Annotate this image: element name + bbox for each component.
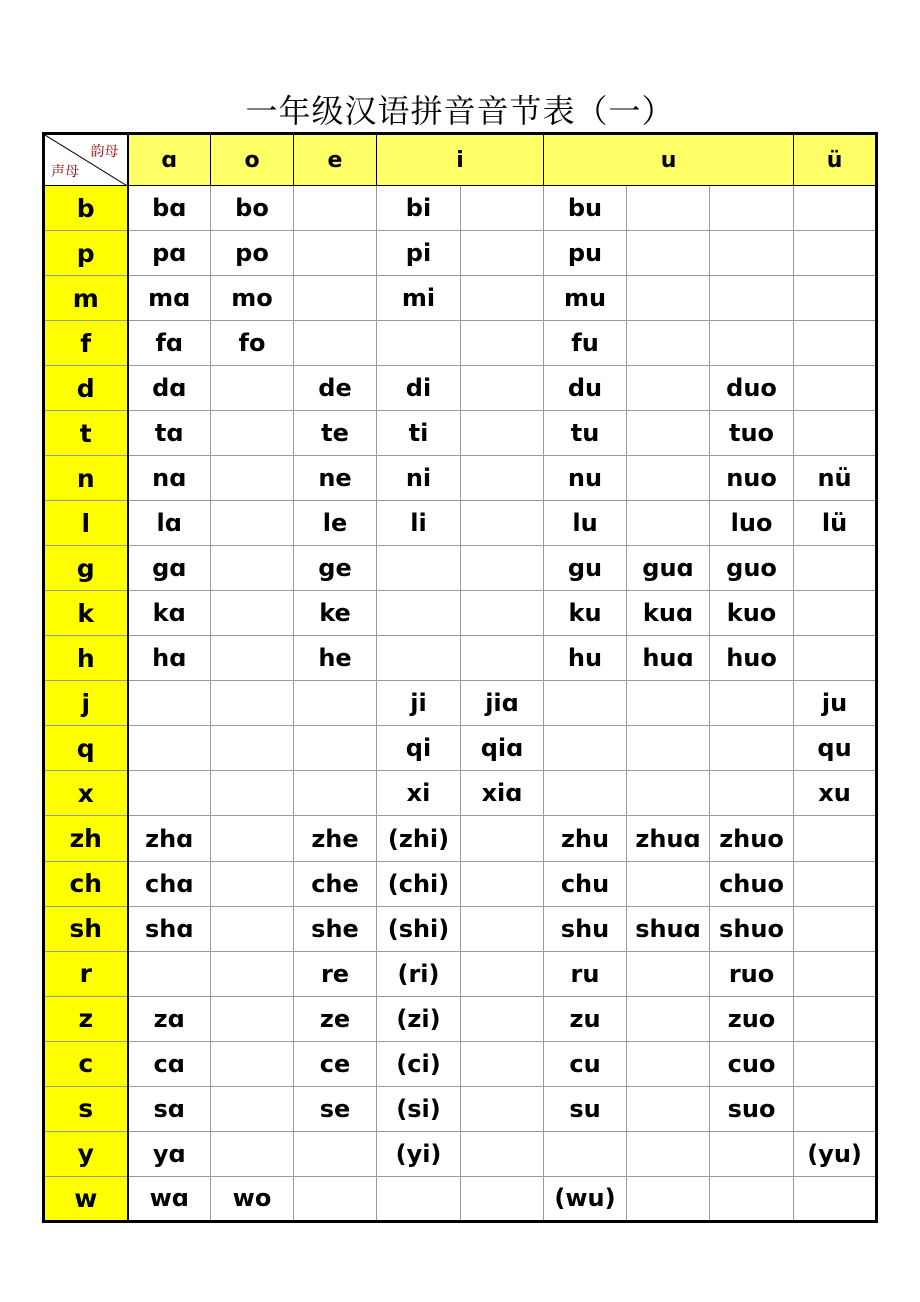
initial-cell: z — [44, 996, 128, 1041]
syllable-cell — [294, 231, 377, 276]
syllable-cell — [294, 681, 377, 726]
finals-label: 韵母 — [90, 144, 119, 160]
initial-cell: zh — [44, 816, 128, 861]
syllable-cell: zhɑ — [128, 816, 211, 861]
syllable-cell — [377, 591, 461, 636]
syllable-cell — [211, 411, 294, 456]
syllable-cell: cɑ — [128, 1041, 211, 1086]
syllable-cell — [544, 726, 627, 771]
syllable-cell: ju — [794, 681, 877, 726]
initial-cell: ch — [44, 861, 128, 906]
table-row — [44, 861, 877, 906]
syllable-cell: she — [294, 906, 377, 951]
syllable-cell: gu — [544, 546, 627, 591]
syllable-cell — [627, 186, 710, 231]
syllable-cell: kɑ — [128, 591, 211, 636]
syllable-cell — [128, 681, 211, 726]
syllable-cell: se — [294, 1086, 377, 1131]
initial-cell: m — [44, 276, 128, 321]
syllable-cell: zhe — [294, 816, 377, 861]
syllable-cell — [794, 1041, 877, 1086]
initial-cell: d — [44, 366, 128, 411]
syllable-cell — [710, 681, 794, 726]
syllable-cell: lu — [544, 501, 627, 546]
syllable-cell — [794, 231, 877, 276]
syllable-cell: zhuɑ — [627, 816, 710, 861]
syllable-cell — [710, 1176, 794, 1221]
syllable-cell — [294, 186, 377, 231]
syllable-cell — [461, 411, 544, 456]
syllable-cell — [627, 1131, 710, 1176]
syllable-cell: (shi) — [377, 906, 461, 951]
syllable-cell: xi — [377, 771, 461, 816]
initial-cell: t — [44, 411, 128, 456]
syllable-cell: ku — [544, 591, 627, 636]
syllable-cell: jiɑ — [461, 681, 544, 726]
initial-cell: l — [44, 501, 128, 546]
syllable-cell — [461, 906, 544, 951]
syllable-cell: cu — [544, 1041, 627, 1086]
syllable-cell: nü — [794, 456, 877, 501]
syllable-cell — [211, 996, 294, 1041]
initial-cell: x — [44, 771, 128, 816]
syllable-cell: nu — [544, 456, 627, 501]
syllable-cell: du — [544, 366, 627, 411]
syllable-cell: ke — [294, 591, 377, 636]
syllable-cell — [211, 366, 294, 411]
syllable-cell: (zhi) — [377, 816, 461, 861]
syllable-cell: he — [294, 636, 377, 681]
syllable-cell — [461, 546, 544, 591]
syllable-cell — [710, 276, 794, 321]
syllable-cell: ce — [294, 1041, 377, 1086]
syllable-cell — [710, 231, 794, 276]
syllable-cell: guo — [710, 546, 794, 591]
syllable-cell — [794, 1086, 877, 1131]
syllable-cell — [794, 636, 877, 681]
syllable-cell — [461, 366, 544, 411]
syllable-cell: di — [377, 366, 461, 411]
syllable-cell: fu — [544, 321, 627, 366]
initial-cell: g — [44, 546, 128, 591]
syllable-cell: wɑ — [128, 1176, 211, 1221]
syllable-cell: ti — [377, 411, 461, 456]
table-row — [44, 771, 877, 816]
table-row — [44, 276, 877, 321]
syllable-cell — [710, 726, 794, 771]
syllable-cell: te — [294, 411, 377, 456]
syllable-cell — [461, 816, 544, 861]
syllable-cell: pu — [544, 231, 627, 276]
syllable-cell: lɑ — [128, 501, 211, 546]
table-row — [44, 636, 877, 681]
table-row — [44, 1041, 877, 1086]
syllable-cell: ru — [544, 951, 627, 996]
syllable-cell — [627, 231, 710, 276]
initial-cell: q — [44, 726, 128, 771]
syllable-cell — [294, 1131, 377, 1176]
syllable-cell: che — [294, 861, 377, 906]
syllable-cell: ruo — [710, 951, 794, 996]
syllable-cell: xu — [794, 771, 877, 816]
syllable-cell — [294, 1176, 377, 1221]
syllable-cell: lü — [794, 501, 877, 546]
initial-cell: y — [44, 1131, 128, 1176]
syllable-cell: (ci) — [377, 1041, 461, 1086]
syllable-cell: fo — [211, 321, 294, 366]
syllable-cell: ne — [294, 456, 377, 501]
syllable-cell — [794, 816, 877, 861]
syllable-cell: nɑ — [128, 456, 211, 501]
syllable-cell — [627, 456, 710, 501]
syllable-cell: pɑ — [128, 231, 211, 276]
syllable-cell — [794, 906, 877, 951]
syllable-cell — [211, 1086, 294, 1131]
syllable-cell — [627, 501, 710, 546]
syllable-cell — [461, 591, 544, 636]
syllable-cell: zu — [544, 996, 627, 1041]
syllable-cell — [211, 951, 294, 996]
syllable-cell — [794, 951, 877, 996]
syllable-cell: su — [544, 1086, 627, 1131]
initial-cell: sh — [44, 906, 128, 951]
syllable-cell: shɑ — [128, 906, 211, 951]
syllable-cell: kuɑ — [627, 591, 710, 636]
syllable-cell — [627, 726, 710, 771]
syllable-cell: hɑ — [128, 636, 211, 681]
syllable-cell: bi — [377, 186, 461, 231]
syllable-cell — [211, 771, 294, 816]
syllable-cell: tuo — [710, 411, 794, 456]
initial-cell: n — [44, 456, 128, 501]
syllable-cell: tɑ — [128, 411, 211, 456]
syllable-cell — [627, 1041, 710, 1086]
syllable-cell: mɑ — [128, 276, 211, 321]
table-row — [44, 906, 877, 951]
table-row — [44, 366, 877, 411]
syllable-cell: wo — [211, 1176, 294, 1221]
syllable-cell — [710, 771, 794, 816]
syllable-cell: mi — [377, 276, 461, 321]
syllable-cell: zuo — [710, 996, 794, 1041]
syllable-cell: qi — [377, 726, 461, 771]
syllable-cell: guɑ — [627, 546, 710, 591]
syllable-cell — [294, 321, 377, 366]
table-row — [44, 681, 877, 726]
syllable-cell: xiɑ — [461, 771, 544, 816]
syllable-cell: zɑ — [128, 996, 211, 1041]
syllable-cell — [128, 951, 211, 996]
syllable-cell — [794, 546, 877, 591]
syllable-cell: chu — [544, 861, 627, 906]
syllable-cell: ni — [377, 456, 461, 501]
syllable-cell: cuo — [710, 1041, 794, 1086]
syllable-cell — [794, 366, 877, 411]
syllable-cell: qu — [794, 726, 877, 771]
syllable-cell — [211, 1041, 294, 1086]
table-row — [44, 816, 877, 861]
syllable-cell — [544, 1131, 627, 1176]
syllable-cell — [794, 861, 877, 906]
syllable-cell — [710, 186, 794, 231]
syllable-cell — [211, 906, 294, 951]
syllable-cell: (si) — [377, 1086, 461, 1131]
initial-cell: r — [44, 951, 128, 996]
syllable-cell — [461, 1041, 544, 1086]
syllable-cell — [294, 771, 377, 816]
table-row — [44, 186, 877, 231]
page-title: 一年级汉语拼音音节表（一） — [245, 92, 675, 130]
table-row — [44, 1176, 877, 1221]
syllable-cell — [627, 321, 710, 366]
syllable-cell — [461, 951, 544, 996]
syllable-cell: nuo — [710, 456, 794, 501]
syllable-cell — [710, 321, 794, 366]
syllable-cell: bu — [544, 186, 627, 231]
syllable-cell: gɑ — [128, 546, 211, 591]
syllable-cell — [544, 681, 627, 726]
corner-cell — [44, 134, 128, 186]
syllable-cell: mu — [544, 276, 627, 321]
syllable-cell: po — [211, 231, 294, 276]
final-header: ɑ — [128, 134, 211, 186]
syllable-cell: huɑ — [627, 636, 710, 681]
syllable-cell — [211, 726, 294, 771]
syllable-cell: ji — [377, 681, 461, 726]
header-row — [44, 134, 877, 186]
syllable-cell — [794, 591, 877, 636]
syllable-cell — [627, 1086, 710, 1131]
syllable-cell — [377, 546, 461, 591]
syllable-cell — [461, 501, 544, 546]
table-row — [44, 591, 877, 636]
syllable-cell — [627, 411, 710, 456]
syllable-cell: ze — [294, 996, 377, 1041]
final-header: e — [294, 134, 377, 186]
syllable-cell — [461, 186, 544, 231]
initial-cell: b — [44, 186, 128, 231]
syllable-cell: (yu) — [794, 1131, 877, 1176]
syllable-cell: fɑ — [128, 321, 211, 366]
syllable-cell: (chi) — [377, 861, 461, 906]
initial-cell: p — [44, 231, 128, 276]
syllable-cell: tu — [544, 411, 627, 456]
final-header: u — [544, 134, 794, 186]
initials-label: 声母 — [51, 164, 79, 181]
syllable-cell — [211, 546, 294, 591]
syllable-cell — [128, 726, 211, 771]
syllable-cell — [627, 996, 710, 1041]
syllable-table — [42, 132, 878, 1223]
syllable-cell: shuo — [710, 906, 794, 951]
table-row — [44, 456, 877, 501]
initial-cell: h — [44, 636, 128, 681]
initial-cell: w — [44, 1176, 128, 1221]
syllable-cell: (yi) — [377, 1131, 461, 1176]
syllable-cell — [211, 456, 294, 501]
syllable-cell — [211, 1131, 294, 1176]
syllable-cell: dɑ — [128, 366, 211, 411]
syllable-cell: ge — [294, 546, 377, 591]
table-row — [44, 321, 877, 366]
syllable-cell — [710, 1131, 794, 1176]
syllable-cell — [794, 1176, 877, 1221]
syllable-cell: suo — [710, 1086, 794, 1131]
syllable-cell: qiɑ — [461, 726, 544, 771]
syllable-cell: sɑ — [128, 1086, 211, 1131]
syllable-cell — [211, 681, 294, 726]
table-row — [44, 1086, 877, 1131]
syllable-cell — [794, 996, 877, 1041]
syllable-cell — [128, 771, 211, 816]
table-row — [44, 411, 877, 456]
final-header: ü — [794, 134, 877, 186]
syllable-cell — [627, 951, 710, 996]
initial-cell: k — [44, 591, 128, 636]
syllable-cell — [461, 636, 544, 681]
syllable-cell — [211, 816, 294, 861]
syllable-cell: luo — [710, 501, 794, 546]
table-row — [44, 231, 877, 276]
syllable-cell: re — [294, 951, 377, 996]
syllable-cell — [377, 636, 461, 681]
syllable-cell: chuo — [710, 861, 794, 906]
syllable-cell — [461, 861, 544, 906]
syllable-cell: zhuo — [710, 816, 794, 861]
table-row — [44, 726, 877, 771]
final-header: o — [211, 134, 294, 186]
syllable-cell: pi — [377, 231, 461, 276]
syllable-cell — [377, 1176, 461, 1221]
table-row — [44, 546, 877, 591]
syllable-cell — [211, 636, 294, 681]
syllable-cell: kuo — [710, 591, 794, 636]
syllable-cell — [627, 1176, 710, 1221]
syllable-cell — [794, 321, 877, 366]
syllable-cell: bɑ — [128, 186, 211, 231]
syllable-cell: bo — [211, 186, 294, 231]
syllable-cell: chɑ — [128, 861, 211, 906]
syllable-cell — [294, 726, 377, 771]
syllable-cell — [461, 321, 544, 366]
syllable-cell — [461, 1176, 544, 1221]
syllable-cell — [794, 186, 877, 231]
syllable-cell — [461, 996, 544, 1041]
initial-cell: f — [44, 321, 128, 366]
syllable-cell — [627, 861, 710, 906]
final-header: i — [377, 134, 544, 186]
syllable-cell: li — [377, 501, 461, 546]
syllable-cell — [294, 276, 377, 321]
syllable-cell — [627, 771, 710, 816]
table-row — [44, 501, 877, 546]
syllable-cell — [211, 861, 294, 906]
syllable-cell — [627, 366, 710, 411]
syllable-cell: shuɑ — [627, 906, 710, 951]
syllable-cell: le — [294, 501, 377, 546]
syllable-cell: mo — [211, 276, 294, 321]
syllable-cell: hu — [544, 636, 627, 681]
table-row — [44, 1131, 877, 1176]
syllable-cell — [461, 231, 544, 276]
syllable-cell — [377, 321, 461, 366]
syllable-cell — [461, 1131, 544, 1176]
syllable-cell: huo — [710, 636, 794, 681]
syllable-cell: yɑ — [128, 1131, 211, 1176]
syllable-cell — [794, 411, 877, 456]
syllable-cell: (wu) — [544, 1176, 627, 1221]
syllable-cell — [211, 501, 294, 546]
initial-cell: j — [44, 681, 128, 726]
syllable-cell: (zi) — [377, 996, 461, 1041]
syllable-cell: duo — [710, 366, 794, 411]
syllable-cell — [461, 276, 544, 321]
syllable-cell: (ri) — [377, 951, 461, 996]
syllable-cell — [627, 681, 710, 726]
initial-cell: s — [44, 1086, 128, 1131]
syllable-cell — [461, 456, 544, 501]
table-row — [44, 996, 877, 1041]
syllable-cell — [544, 771, 627, 816]
syllable-cell: shu — [544, 906, 627, 951]
syllable-cell: zhu — [544, 816, 627, 861]
syllable-cell — [211, 591, 294, 636]
syllable-cell — [461, 1086, 544, 1131]
syllable-cell: de — [294, 366, 377, 411]
syllable-cell — [794, 276, 877, 321]
syllable-cell — [627, 276, 710, 321]
table-row — [44, 951, 877, 996]
initial-cell: c — [44, 1041, 128, 1086]
